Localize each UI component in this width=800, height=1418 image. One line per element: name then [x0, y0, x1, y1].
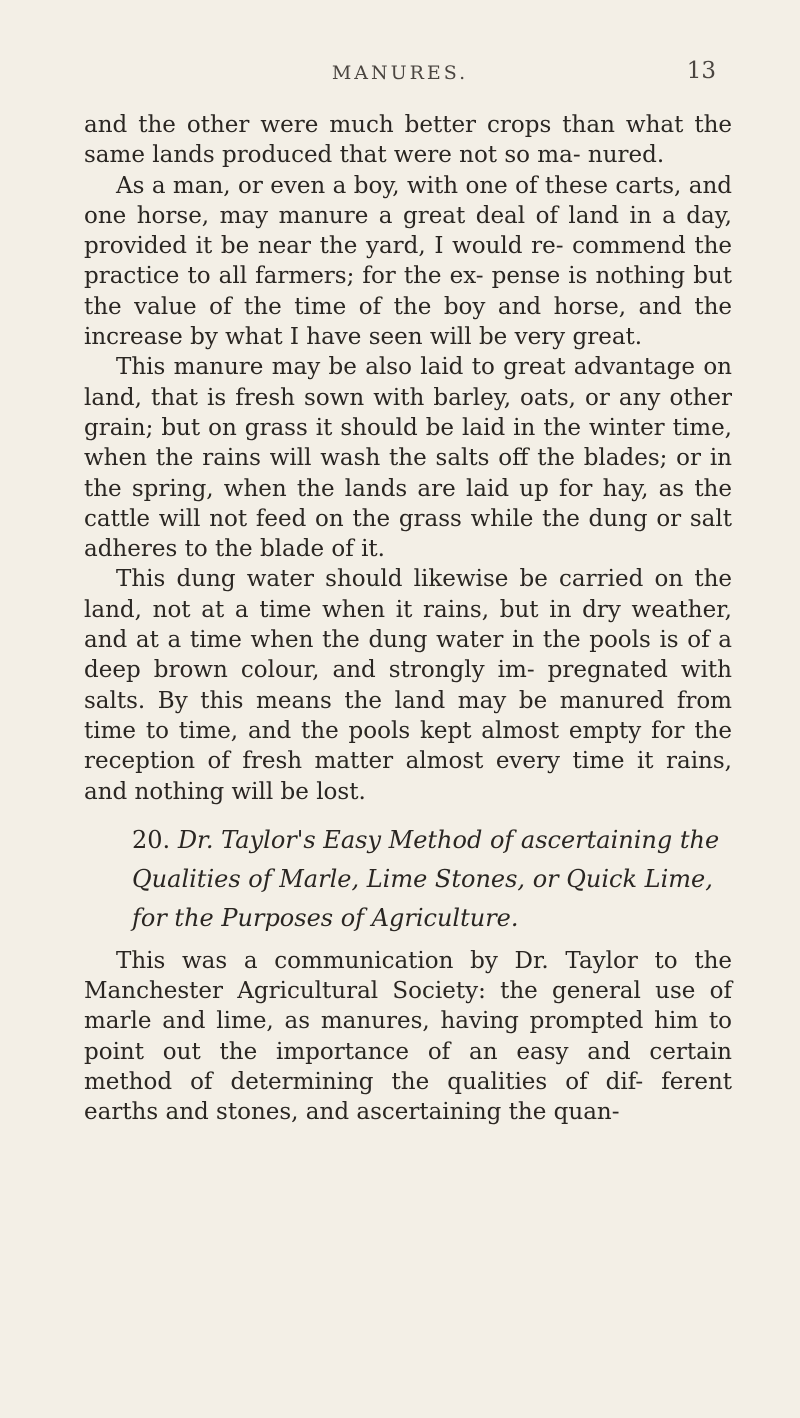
- section-title: Dr. Taylor's Easy Method of ascertaining the Qualities of Marle, Lime Stones, or Quick Lime, for the Purposes of Agriculture.: [132, 825, 720, 932]
- running-title: MANURES.: [331, 62, 469, 84]
- section-number: 20.: [132, 825, 171, 854]
- section-heading: [84, 821, 732, 938]
- body-text: [84, 110, 732, 1128]
- running-head: [0, 58, 800, 92]
- paragraph-continued: and the other were much better crops than what the same lands produced that were not so ma- nured.: [84, 112, 732, 169]
- paragraph-carts: As a man, or even a boy, with one of these carts, and one horse, may manure a great deal of land in a day, provided it be near the yard, I would re- commend the practice to all farmers; for the ex- pense is nothing but the value of the time of the boy and horse, and the increase by what I have seen will be very great.: [84, 172, 732, 351]
- paragraph-dung-water: This dung water should likewise be carried on the land, not at a time when it rains, but in dry weather, and at a time when the dung water in the pools is of a deep brown colour, and strongly im- pregnated with salts. By this means the land may be manured from time to time, and the pools kept almost empty for the reception of fresh matter almost every time it rains, and nothing will be lost.: [84, 566, 732, 805]
- paragraph-communication: This was a communication by Dr. Taylor to the Manchester Agricultural Society: the general use of marle and lime, as manures, having prompted him to point out the importance of an easy and certain method of determining the qualities of dif- ferent earths and stones, and ascertaining the quan-: [84, 947, 732, 1126]
- page-number: 13: [686, 58, 716, 84]
- paragraph-manure-grain: This manure may be also laid to great advantage on land, that is fresh sown with barley, oats, or any other grain; but on grass it should be laid in the winter time, when the rains will wash the salts off the blades; or in the spring, when the lands are laid up for hay, as the cattle will not feed on the grass while the dung or salt adheres to the blade of it.: [84, 354, 732, 563]
